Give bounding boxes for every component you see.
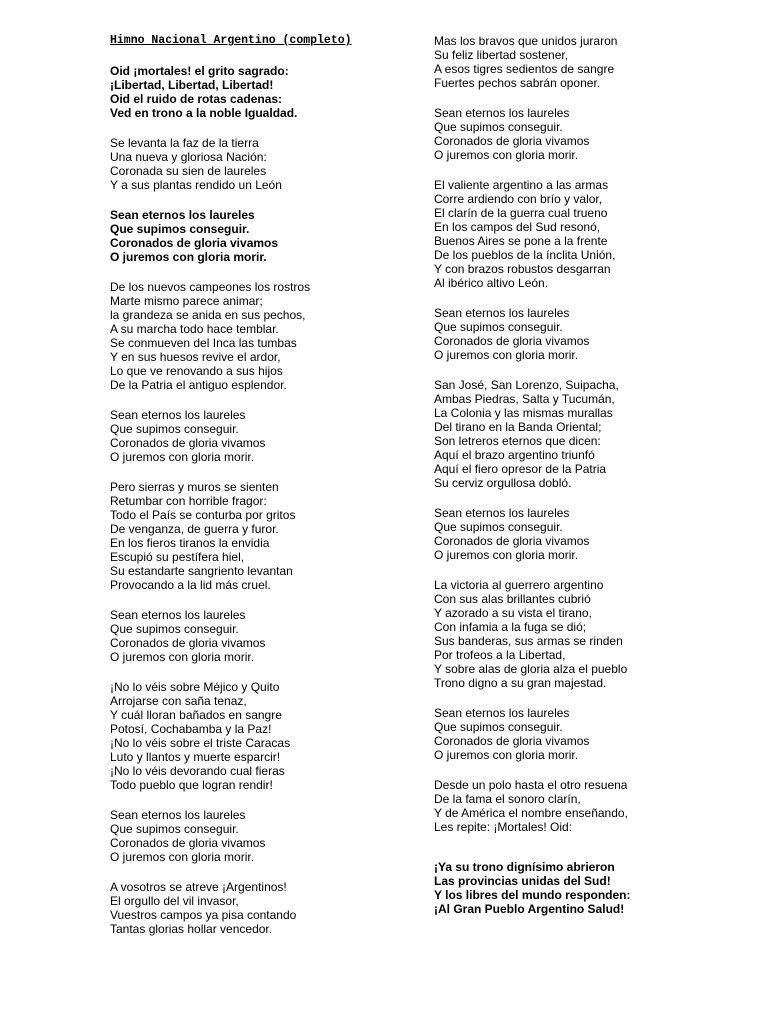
verse-line: Y de América el nombre enseñando, bbox=[434, 806, 628, 820]
verse-line: Sean eternos los laureles bbox=[434, 306, 570, 320]
verse-line: Aquí el fiero opresor de la Patria bbox=[434, 462, 607, 476]
verse-line: A esos tigres sedientos de sangre bbox=[434, 62, 615, 76]
verse-line: Sean eternos los laureles bbox=[434, 706, 570, 720]
verse-line: ¡Al Gran Pueblo Argentino Salud! bbox=[434, 902, 625, 916]
verse-line: Y sobre alas de gloria alza el pueblo bbox=[434, 662, 628, 676]
verse-line: Que supimos conseguir. bbox=[110, 622, 239, 636]
right-column bbox=[434, 34, 734, 932]
verse-line: Sean eternos los laureles bbox=[110, 408, 246, 422]
verse-line: Marte mismo parece animar; bbox=[110, 294, 263, 308]
verse-line: Coronados de gloria vivamos bbox=[434, 534, 590, 548]
verse-line: De la Patria el antiguo esplendor. bbox=[110, 378, 287, 392]
verse-line: Su feliz libertad sostener, bbox=[434, 48, 569, 62]
verse-line: O juremos con gloria morir. bbox=[110, 450, 255, 464]
verse-line: ¡Libertad, Libertad, Libertad! bbox=[110, 78, 274, 92]
verse-line: Las provincias unidas del Sud! bbox=[434, 874, 611, 888]
stanza bbox=[434, 34, 734, 90]
stanza bbox=[434, 178, 734, 290]
stanza bbox=[110, 680, 410, 792]
verse-line: Todo pueblo que logran rendir! bbox=[110, 778, 273, 792]
verse-line: Que supimos conseguir. bbox=[434, 120, 563, 134]
verse-line: Coronados de gloria vivamos bbox=[434, 734, 590, 748]
stanza bbox=[110, 480, 410, 592]
verse-line: Coronada su sien de laureles bbox=[110, 164, 267, 178]
verse-line: Una nueva y gloriosa Nación: bbox=[110, 150, 267, 164]
left-column bbox=[110, 34, 410, 952]
verse-line: O juremos con gloria morir. bbox=[434, 748, 579, 762]
verse-line: Y cuál lloran bañados en sangre bbox=[110, 708, 282, 722]
verse-line: Del tirano en la Banda Oriental; bbox=[434, 420, 602, 434]
verse-line: Coronados de gloria vivamos bbox=[110, 236, 279, 250]
verse-line: A su marcha todo hace temblar. bbox=[110, 322, 279, 336]
stanza bbox=[434, 578, 734, 690]
verse-line: Que supimos conseguir. bbox=[110, 822, 239, 836]
verse-line: Aquí el brazo argentino triunfó bbox=[434, 448, 595, 462]
verse-line: Sean eternos los laureles bbox=[434, 106, 570, 120]
verse-line: Sus banderas, sus armas se rinden bbox=[434, 634, 623, 648]
verse-line: Pero sierras y muros se sienten bbox=[110, 480, 279, 494]
verse-line: Sean eternos los laureles bbox=[110, 808, 246, 822]
verse-line: Con sus alas brillantes cubrió bbox=[434, 592, 591, 606]
verse-line: O juremos con gloria morir. bbox=[434, 548, 579, 562]
verse-line: Ambas Piedras, Salta y Tucumán, bbox=[434, 392, 615, 406]
verse-line: ¡No lo véis sobre Méjico y Quito bbox=[110, 680, 280, 694]
verse-line: Mas los bravos que unidos juraron bbox=[434, 34, 618, 48]
stanza bbox=[110, 136, 410, 192]
verse-line: A vosotros se atreve ¡Argentinos! bbox=[110, 880, 287, 894]
verse-line: Coronados de gloria vivamos bbox=[434, 334, 590, 348]
verse-line: O juremos con gloria morir. bbox=[110, 650, 255, 664]
verse-line: Son letreros eternos que dicen: bbox=[434, 434, 601, 448]
verse-line: Buenos Aires se pone a la frente bbox=[434, 234, 608, 248]
verse-line: Sean eternos los laureles bbox=[434, 506, 570, 520]
document-title: Himno Nacional Argentino (completo) bbox=[110, 34, 352, 47]
verse-line: ¡Ya su trono dignísimo abrieron bbox=[434, 860, 615, 874]
verse-line: Lo que ve renovando a sus hijos bbox=[110, 364, 283, 378]
verse-line: Tantas glorias hollar vencedor. bbox=[110, 922, 273, 936]
verse-line: O juremos con gloria morir. bbox=[434, 148, 579, 162]
verse-line: Se conmueven del Inca las tumbas bbox=[110, 336, 297, 350]
verse-line: Y en sus huesos revive el ardor, bbox=[110, 350, 281, 364]
stanza bbox=[434, 378, 734, 490]
stanza bbox=[110, 408, 410, 464]
verse-line: Con infamia a la fuga se dió; bbox=[434, 620, 587, 634]
right-stanzas bbox=[434, 34, 734, 916]
verse-line: Ved en trono a la noble Igualdad. bbox=[110, 106, 298, 120]
verse-line: ¡No lo véis devorando cual fieras bbox=[110, 764, 285, 778]
verse-line: la grandeza se anida en sus pechos, bbox=[110, 308, 306, 322]
verse-line: ¡No lo véis sobre el triste Caracas bbox=[110, 736, 291, 750]
verse-line: Que supimos conseguir. bbox=[434, 320, 563, 334]
verse-line: Desde un polo hasta el otro resuena bbox=[434, 778, 628, 792]
stanza bbox=[110, 280, 410, 392]
verse-line: San José, San Lorenzo, Suipacha, bbox=[434, 378, 619, 392]
stanza bbox=[110, 64, 410, 120]
verse-line: Provocando a la lid más cruel. bbox=[110, 578, 271, 592]
verse-line: Que supimos conseguir. bbox=[110, 222, 250, 236]
verse-line: Coronados de gloria vivamos bbox=[110, 836, 266, 850]
verse-line: Vuestros campos ya pisa contando bbox=[110, 908, 297, 922]
stanza bbox=[110, 608, 410, 664]
verse-line: O juremos con gloria morir. bbox=[110, 850, 255, 864]
verse-line: Oid ¡mortales! el grito sagrado: bbox=[110, 64, 289, 78]
stanza bbox=[434, 506, 734, 562]
verse-line: El clarín de la guerra cual trueno bbox=[434, 206, 608, 220]
verse-line: O juremos con gloria morir. bbox=[110, 250, 267, 264]
verse-line: Su estandarte sangriento levantan bbox=[110, 564, 293, 578]
verse-line: Arrojarse con saña tenaz, bbox=[110, 694, 247, 708]
verse-line: Fuertes pechos sabrán oponer. bbox=[434, 76, 601, 90]
verse-line: El orgullo del vil invasor, bbox=[110, 894, 239, 908]
verse-line: De la fama el sonoro clarín, bbox=[434, 792, 581, 806]
stanza bbox=[434, 106, 734, 162]
verse-line: El valiente argentino a las armas bbox=[434, 178, 609, 192]
final-stanza bbox=[434, 860, 734, 916]
verse-line: Que supimos conseguir. bbox=[434, 520, 563, 534]
verse-line: Por trofeos a la Libertad, bbox=[434, 648, 566, 662]
verse-line: En los fieros tiranos la envidia bbox=[110, 536, 270, 550]
stanza bbox=[110, 808, 410, 864]
stanza bbox=[434, 706, 734, 762]
verse-line: Y con brazos robustos desgarran bbox=[434, 262, 611, 276]
verse-line: Sean eternos los laureles bbox=[110, 208, 255, 222]
verse-line: La victoria al guerrero argentino bbox=[434, 578, 604, 592]
verse-line: De los pueblos de la ínclita Unión, bbox=[434, 248, 616, 262]
stanza bbox=[110, 208, 410, 264]
stanza bbox=[110, 880, 410, 936]
verse-line: Corre ardiendo con brío y valor, bbox=[434, 192, 603, 206]
verse-line: Coronados de gloria vivamos bbox=[434, 134, 590, 148]
verse-line: Retumbar con horrible fragor: bbox=[110, 494, 267, 508]
verse-line: Sean eternos los laureles bbox=[110, 608, 246, 622]
stanza bbox=[434, 306, 734, 362]
verse-line: Que supimos conseguir. bbox=[110, 422, 239, 436]
verse-line: Se levanta la faz de la tierra bbox=[110, 136, 259, 150]
verse-line: Trono digno a su gran majestad. bbox=[434, 676, 607, 690]
verse-line: Escupió su pestífera hiel, bbox=[110, 550, 245, 564]
verse-line: Luto y llantos y muerte esparcir! bbox=[110, 750, 281, 764]
verse-line: Y a sus plantas rendido un León bbox=[110, 178, 282, 192]
verse-line: O juremos con gloria morir. bbox=[434, 348, 579, 362]
verse-line: De venganza, de guerra y furor. bbox=[110, 522, 279, 536]
verse-line: Oid el ruido de rotas cadenas: bbox=[110, 92, 283, 106]
verse-line: En los campos del Sud resonó, bbox=[434, 220, 601, 234]
stanza bbox=[434, 778, 734, 834]
verse-line: Al ibérico altivo León. bbox=[434, 276, 549, 290]
verse-line: De los nuevos campeones los rostros bbox=[110, 280, 311, 294]
verse-line: Todo el País se conturba por gritos bbox=[110, 508, 296, 522]
verse-line: La Colonia y las mismas murallas bbox=[434, 406, 613, 420]
verse-line: Que supimos conseguir. bbox=[434, 720, 563, 734]
verse-line: Potosí, Cochabamba y la Paz! bbox=[110, 722, 272, 736]
verse-line: Y los libres del mundo responden: bbox=[434, 888, 631, 902]
verse-line: Coronados de gloria vivamos bbox=[110, 436, 266, 450]
verse-line: Les repite: ¡Mortales! Oid: bbox=[434, 820, 573, 834]
verse-line: Y azorado a su vista el tirano, bbox=[434, 606, 592, 620]
left-stanzas bbox=[110, 64, 410, 936]
verse-line: Su cerviz orgullosa dobló. bbox=[434, 476, 572, 490]
verse-line: Coronados de gloria vivamos bbox=[110, 636, 266, 650]
